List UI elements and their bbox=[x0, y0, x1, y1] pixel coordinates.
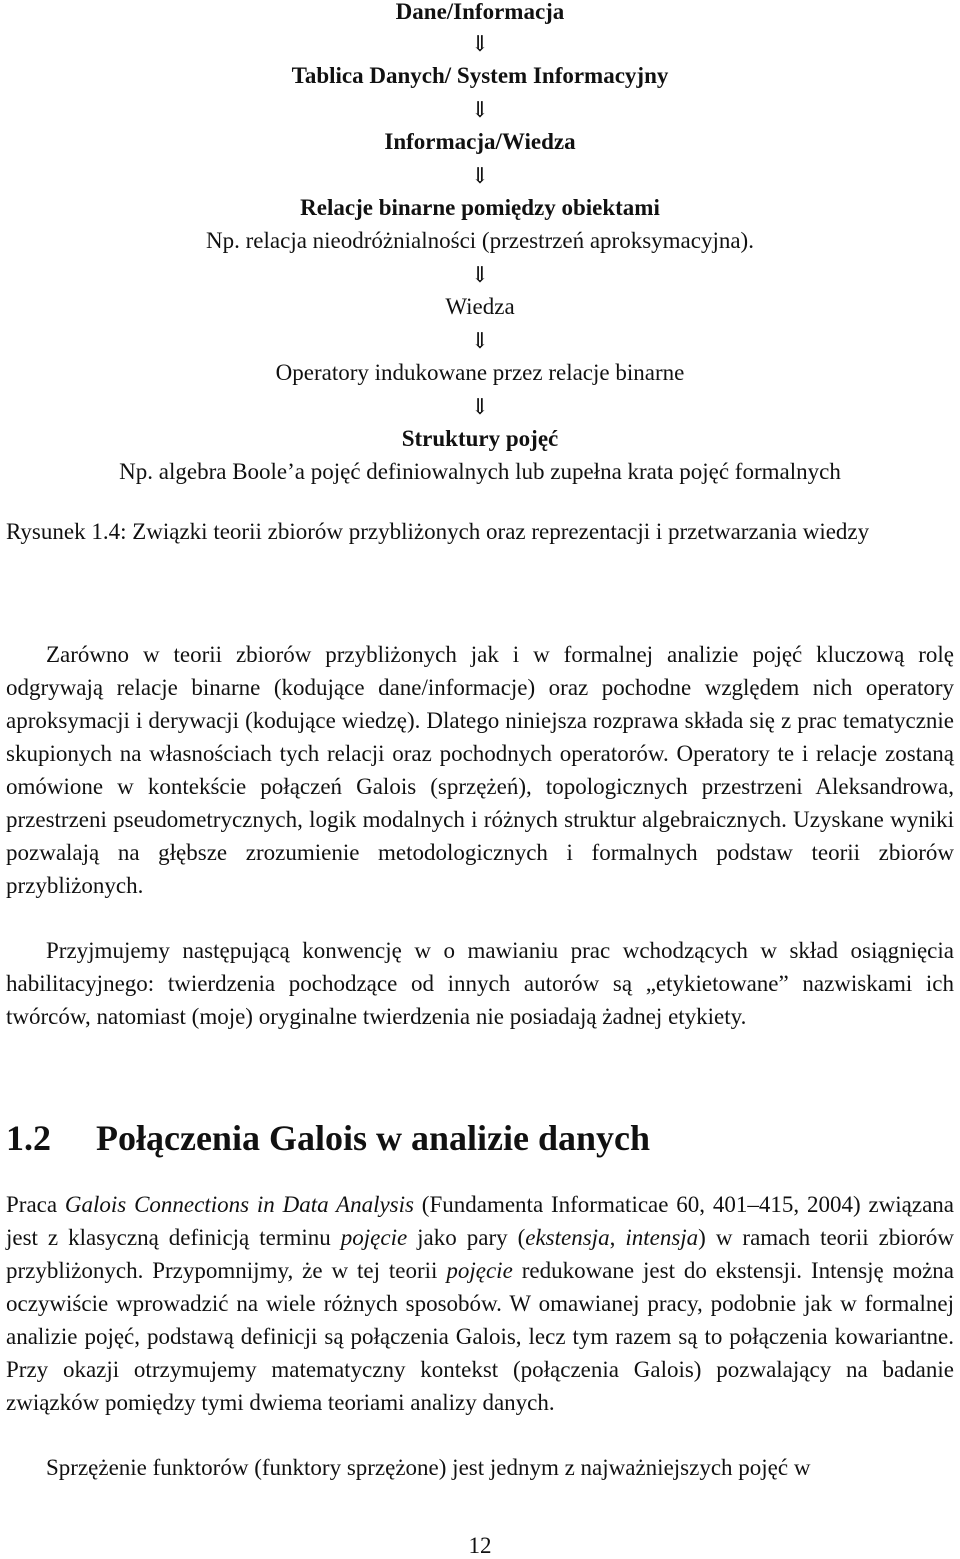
diagram-note-indiscernibility: Np. relacja nieodróżnialności (przestrzeń aproksymacyjna). bbox=[206, 228, 754, 253]
paragraph-galois bbox=[6, 1188, 954, 1419]
section-heading bbox=[6, 1116, 650, 1160]
term: pojęcie bbox=[446, 1258, 513, 1283]
figure-caption: Rysunek 1.4: Związki teorii zbiorów przybliżonych oraz reprezentacji i przetwarzania wiedzy bbox=[6, 519, 870, 544]
term: intensja bbox=[625, 1225, 699, 1250]
term: pojęcie bbox=[340, 1225, 408, 1250]
text: Praca bbox=[6, 1192, 65, 1217]
down-arrow-icon: ⇓ bbox=[470, 31, 490, 56]
diagram-item-knowledge-info: Informacja/Wiedza bbox=[384, 129, 576, 154]
down-arrow-icon: ⇓ bbox=[470, 97, 490, 122]
text: ) w ramach teorii zbiorów przybliżonych. Przypomnijmy, że w tej teorii bbox=[6, 1225, 954, 1283]
down-arrow-icon: ⇓ bbox=[470, 394, 490, 419]
diagram-item-concept-structures: Struktury pojęć bbox=[401, 426, 559, 451]
paper-title: Galois Connections in Data Analysis bbox=[64, 1192, 414, 1217]
text: jako pary ( bbox=[407, 1225, 526, 1250]
paragraph-adjoint: Sprzężenie funktorów (funktory sprzężone) jest jednym z najważniejszych pojęć w bbox=[46, 1455, 811, 1480]
section-number: 1.2 bbox=[6, 1118, 51, 1158]
diagram-item-binary-relations: Relacje binarne pomiędzy obiektami bbox=[300, 195, 660, 220]
text: (Fundamenta Informaticae 60, 401–415, 2004) związana jest z klasyczną definicją terminu bbox=[6, 1192, 954, 1250]
section-title: Połączenia Galois w analizie danych bbox=[96, 1118, 650, 1158]
down-arrow-icon: ⇓ bbox=[470, 163, 490, 188]
paragraph-convention: Przyjmujemy następującą konwencję w o mawianiu prac wchodzących w skład osiągnięcia habilitacyjnego: twierdzenia pochodzące od innych autorów są „etykietowane” nazwiskami ich twórców, natomiast (moje) oryginalne twierdzenia nie posiadają żadnej etykiety. bbox=[6, 938, 954, 1029]
page-number: 12 bbox=[468, 1533, 492, 1558]
term: ekstensja bbox=[525, 1225, 610, 1250]
diagram-item-table: Tablica Danych/ System Informacyjny bbox=[291, 63, 669, 88]
diagram-item-operators: Operatory indukowane przez relacje binarne bbox=[275, 360, 685, 385]
diagram-note-boolean-algebra: Np. algebra Boole’a pojęć definiowalnych lub zupełna krata pojęć formalnych bbox=[119, 459, 841, 484]
down-arrow-icon: ⇓ bbox=[470, 262, 490, 287]
diagram-item-knowledge: Wiedza bbox=[445, 294, 515, 319]
diagram-item-data: Dane/Informacja bbox=[395, 0, 565, 24]
text: , bbox=[609, 1225, 626, 1250]
paragraph-intro: Zarówno w teorii zbiorów przybliżonych jak i w formalnej analizie pojęć kluczową rolę odgrywają relacje binarne (kodujące dane/informacje) oraz pochodne względem nich operatory aproksymacji i derywacji (kodujące wiedzę). Dlatego niniejsza rozprawa składa się z prac tematycznie skupionych na własnościach tych relacji oraz pochodnych operatorów. Operatory te i relacje zostaną omówione w kontekście połączeń Galois (sprzężeń), topologicznych przestrzeni Aleksandrowa, przestrzeni pseudometrycznych, logik modalnych i różnych struktur algebraicznych. Uzyskane wyniki pozwalają na głębsze zrozumienie metodologicznych i formalnych podstaw teorii zbiorów przybliżonych. bbox=[6, 642, 954, 898]
down-arrow-icon: ⇓ bbox=[470, 328, 490, 353]
text: redukowane jest do ekstensji. Intensję można oczywiście wprowadzić na wiele różnych sposobów. W omawianej pracy, podobnie jak w formalnej analizie pojęć, podstawą definicji są połączenia Galois, lecz tym razem są to połączenia kowariantne. Przy okazji otrzymujemy matematyczny kontekst (połączenia Galois) pozwalający na badanie związków pomiędzy tymi dwiema teoriami analizy danych. bbox=[6, 1258, 954, 1415]
